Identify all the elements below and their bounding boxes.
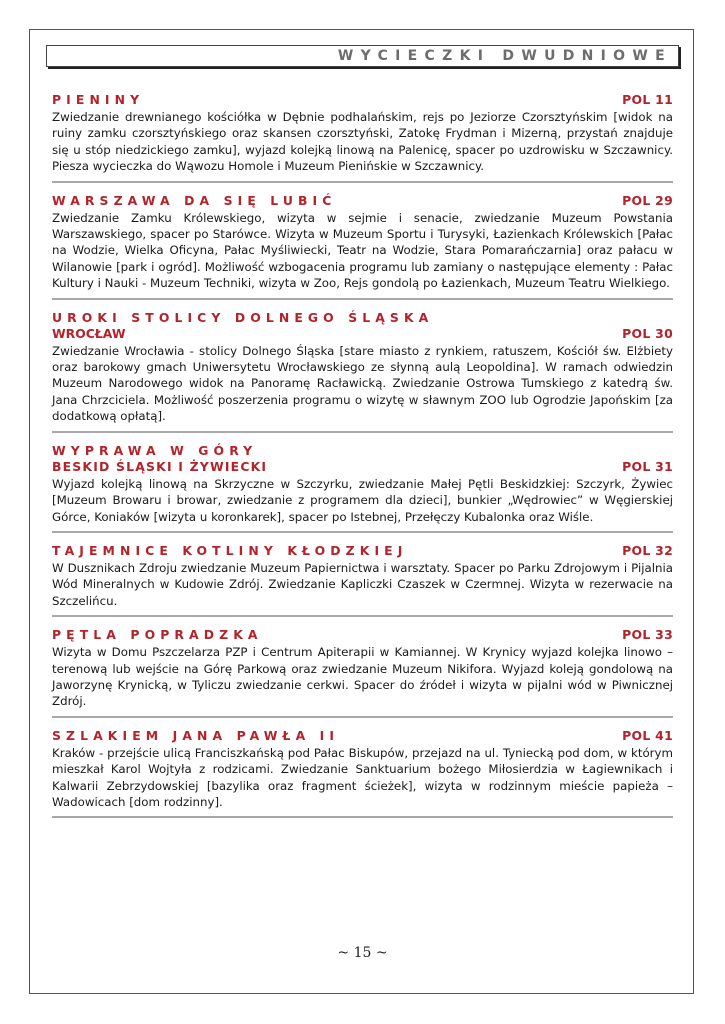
section-divider — [52, 816, 673, 818]
section-header — [52, 193, 673, 209]
section-title: UROKI STOLICY DOLNEGO ŚLĄSKA — [52, 309, 434, 325]
section-price-code: POL 31 — [622, 458, 673, 474]
section-description: Kraków - przejście ulicą Franciszkańską pod Pałac Biskupów, przejazd na ul. Tyniecką pod dom, w którym mieszkał Karol Wojtyła z rodzicami. Zwiedzanie Sanktuarium bożego Miłosierdzia w Łagiewnikach i Kalwarii Zebrzydowskiej [bazylika oraz fragment ścieżek], wizyta w rodzinnym mieście papieża – Wadowicach [dom rodzinny]. — [52, 745, 673, 809]
trip-section-warszawa — [52, 193, 673, 292]
section-title: PIENINY — [52, 92, 145, 107]
section-divider — [52, 615, 673, 617]
section-divider — [52, 431, 673, 433]
section-header — [52, 92, 673, 108]
section-subheader — [52, 459, 673, 475]
section-divider — [52, 716, 673, 718]
section-description: Zwiedzanie Zamku Królewskiego, wizyta w sejmie i senacie, zwiedzanie Muzeum Powstania Warszawskiego, spacer po Starówce. Wizyta w Muzeum Sportu i Turysyki, Łazienkach Królewskich [Pałac na Wodzie, Wielka Oficyna, Pałac Myśliwiecki, Teatr na Wodzie, Stara Pomarańczarnia] oraz pałacu w Wilanowie [park i ogród]. Możliwość wzbogacenia programu lub zamiany o następujące elementy : Pałac Kultury i Nauki - Muzeum Techniki, wizyta w Zoo, Rejs gondolą po Łazienkach, Muzeum Teatru Wielkiego. — [52, 210, 673, 291]
section-description: Wyjazd kolejką linową na Skrzyczne w Szczyrku, zwiedzanie Małej Pętli Beskidzkiej: Szczyrk, Żywiec [Muzeum Browaru i browar, zwiedzanie z programem dla dzieci], bunkier „Wędrowiec” w Węgierskiej Górce, Koniaków [wizyta u koronkarek], spacer po Istebnej, Przełęczy Kubalonka oraz Wiśle. — [52, 476, 673, 524]
section-subheader — [52, 326, 673, 342]
trip-section-popradzka — [52, 627, 673, 710]
trip-section-wroclaw — [52, 310, 673, 425]
section-title: WYPRAWA W GÓRY — [52, 442, 258, 458]
header-bar — [46, 45, 679, 67]
trip-section-pieniny — [52, 92, 673, 175]
section-divider — [52, 298, 673, 300]
section-title: PĘTLA POPRADZKA — [52, 627, 263, 643]
section-title: TAJEMNICE KOTLINY KŁODZKIEJ — [52, 542, 408, 558]
section-divider — [52, 531, 673, 533]
trip-list — [52, 92, 673, 828]
section-price-code: POL 33 — [622, 627, 673, 643]
trip-section-klodzko — [52, 543, 673, 609]
section-subtitle: WROCŁAW — [52, 325, 126, 341]
page-number: ~ 15 ~ — [337, 945, 388, 961]
section-header — [52, 728, 673, 744]
section-header — [52, 543, 673, 559]
section-description: Wizyta w Domu Pszczelarza PZP i Centrum Apiterapii w Kamiannej. W Krynicy wyjazd kolejka linowo – terenową lub wejście na Górę Parkową oraz zwiedzanie Muzeum Nikifora. Wyjazd koleją gondolową na Jaworzynę Krynicką, w Tyliczu zwiedzanie cerkwi. Spacer do źródeł i wizyta w pijalni wód w Piwnicznej Zdrój. — [52, 645, 673, 709]
section-title: WARSZAWA DA SIĘ LUBIĆ — [52, 192, 337, 208]
trip-section-jan-pawel — [52, 728, 673, 811]
header-title: WYCIECZKI DWUDNIOWE — [337, 48, 672, 64]
trip-section-beskid — [52, 443, 673, 525]
section-header — [52, 310, 673, 326]
section-subtitle: BESKID ŚLĄSKI I ŻYWIECKI — [52, 458, 268, 474]
section-description: W Dusznikach Zdroju zwiedzanie Muzeum Papiernictwa i warsztaty. Spacer po Parku Zdrojowym i Pijalnia Wód Mineralnych w Kudowie Zdrój. Zwiedzanie Kapliczki Czaszek w Czermnej. Wizyta w rezerwacie na Szczelińcu. — [52, 560, 673, 608]
section-price-code: POL 11 — [622, 92, 673, 107]
section-price-code: POL 41 — [622, 727, 673, 743]
section-description: Zwiedzanie drewnianego kościółka w Dębnie podhalańskim, rejs po Jeziorze Czorsztyńskim [widok na ruiny zamku czorsztyńskiego oraz skansen czorsztyński, Zatokę Frydman i Mizerną, przystań znajduje się u stóp niedzickiego zamku], wyjazd kolejką linową na Palenicę, spacer po uzdrowisku w Szczawnicy. Piesza wycieczka do Wąwozu Homole i Muzeum Pienińskie w Szczawnicy. — [52, 110, 673, 174]
section-divider — [52, 181, 673, 183]
section-header — [52, 627, 673, 643]
section-header — [52, 443, 673, 459]
section-price-code: POL 29 — [622, 192, 673, 208]
section-price-code: POL 30 — [622, 325, 673, 341]
section-price-code: POL 32 — [622, 542, 673, 558]
section-description: Zwiedzanie Wrocławia - stolicy Dolnego Śląska [stare miasto z rynkiem, ratuszem, Kościół św. Elżbiety oraz barokowy gmach Uniwersytetu Wrocławskiego ze słynną aulą Leopoldina]. W ramach odwiedzin Muzeum Narodowego widok na Panoramę Racławicką. Zwiedzanie Ostrowa Tumskiego z katedrą św. Jana Chrzciciela. Możliwość poszerzenia programu o wizytę w sławnym ZOO lub Ogrodzie Japońskim [za dodatkową opłatą]. — [52, 343, 673, 424]
section-title: SZLAKIEM JANA PAWŁA II — [52, 727, 340, 743]
